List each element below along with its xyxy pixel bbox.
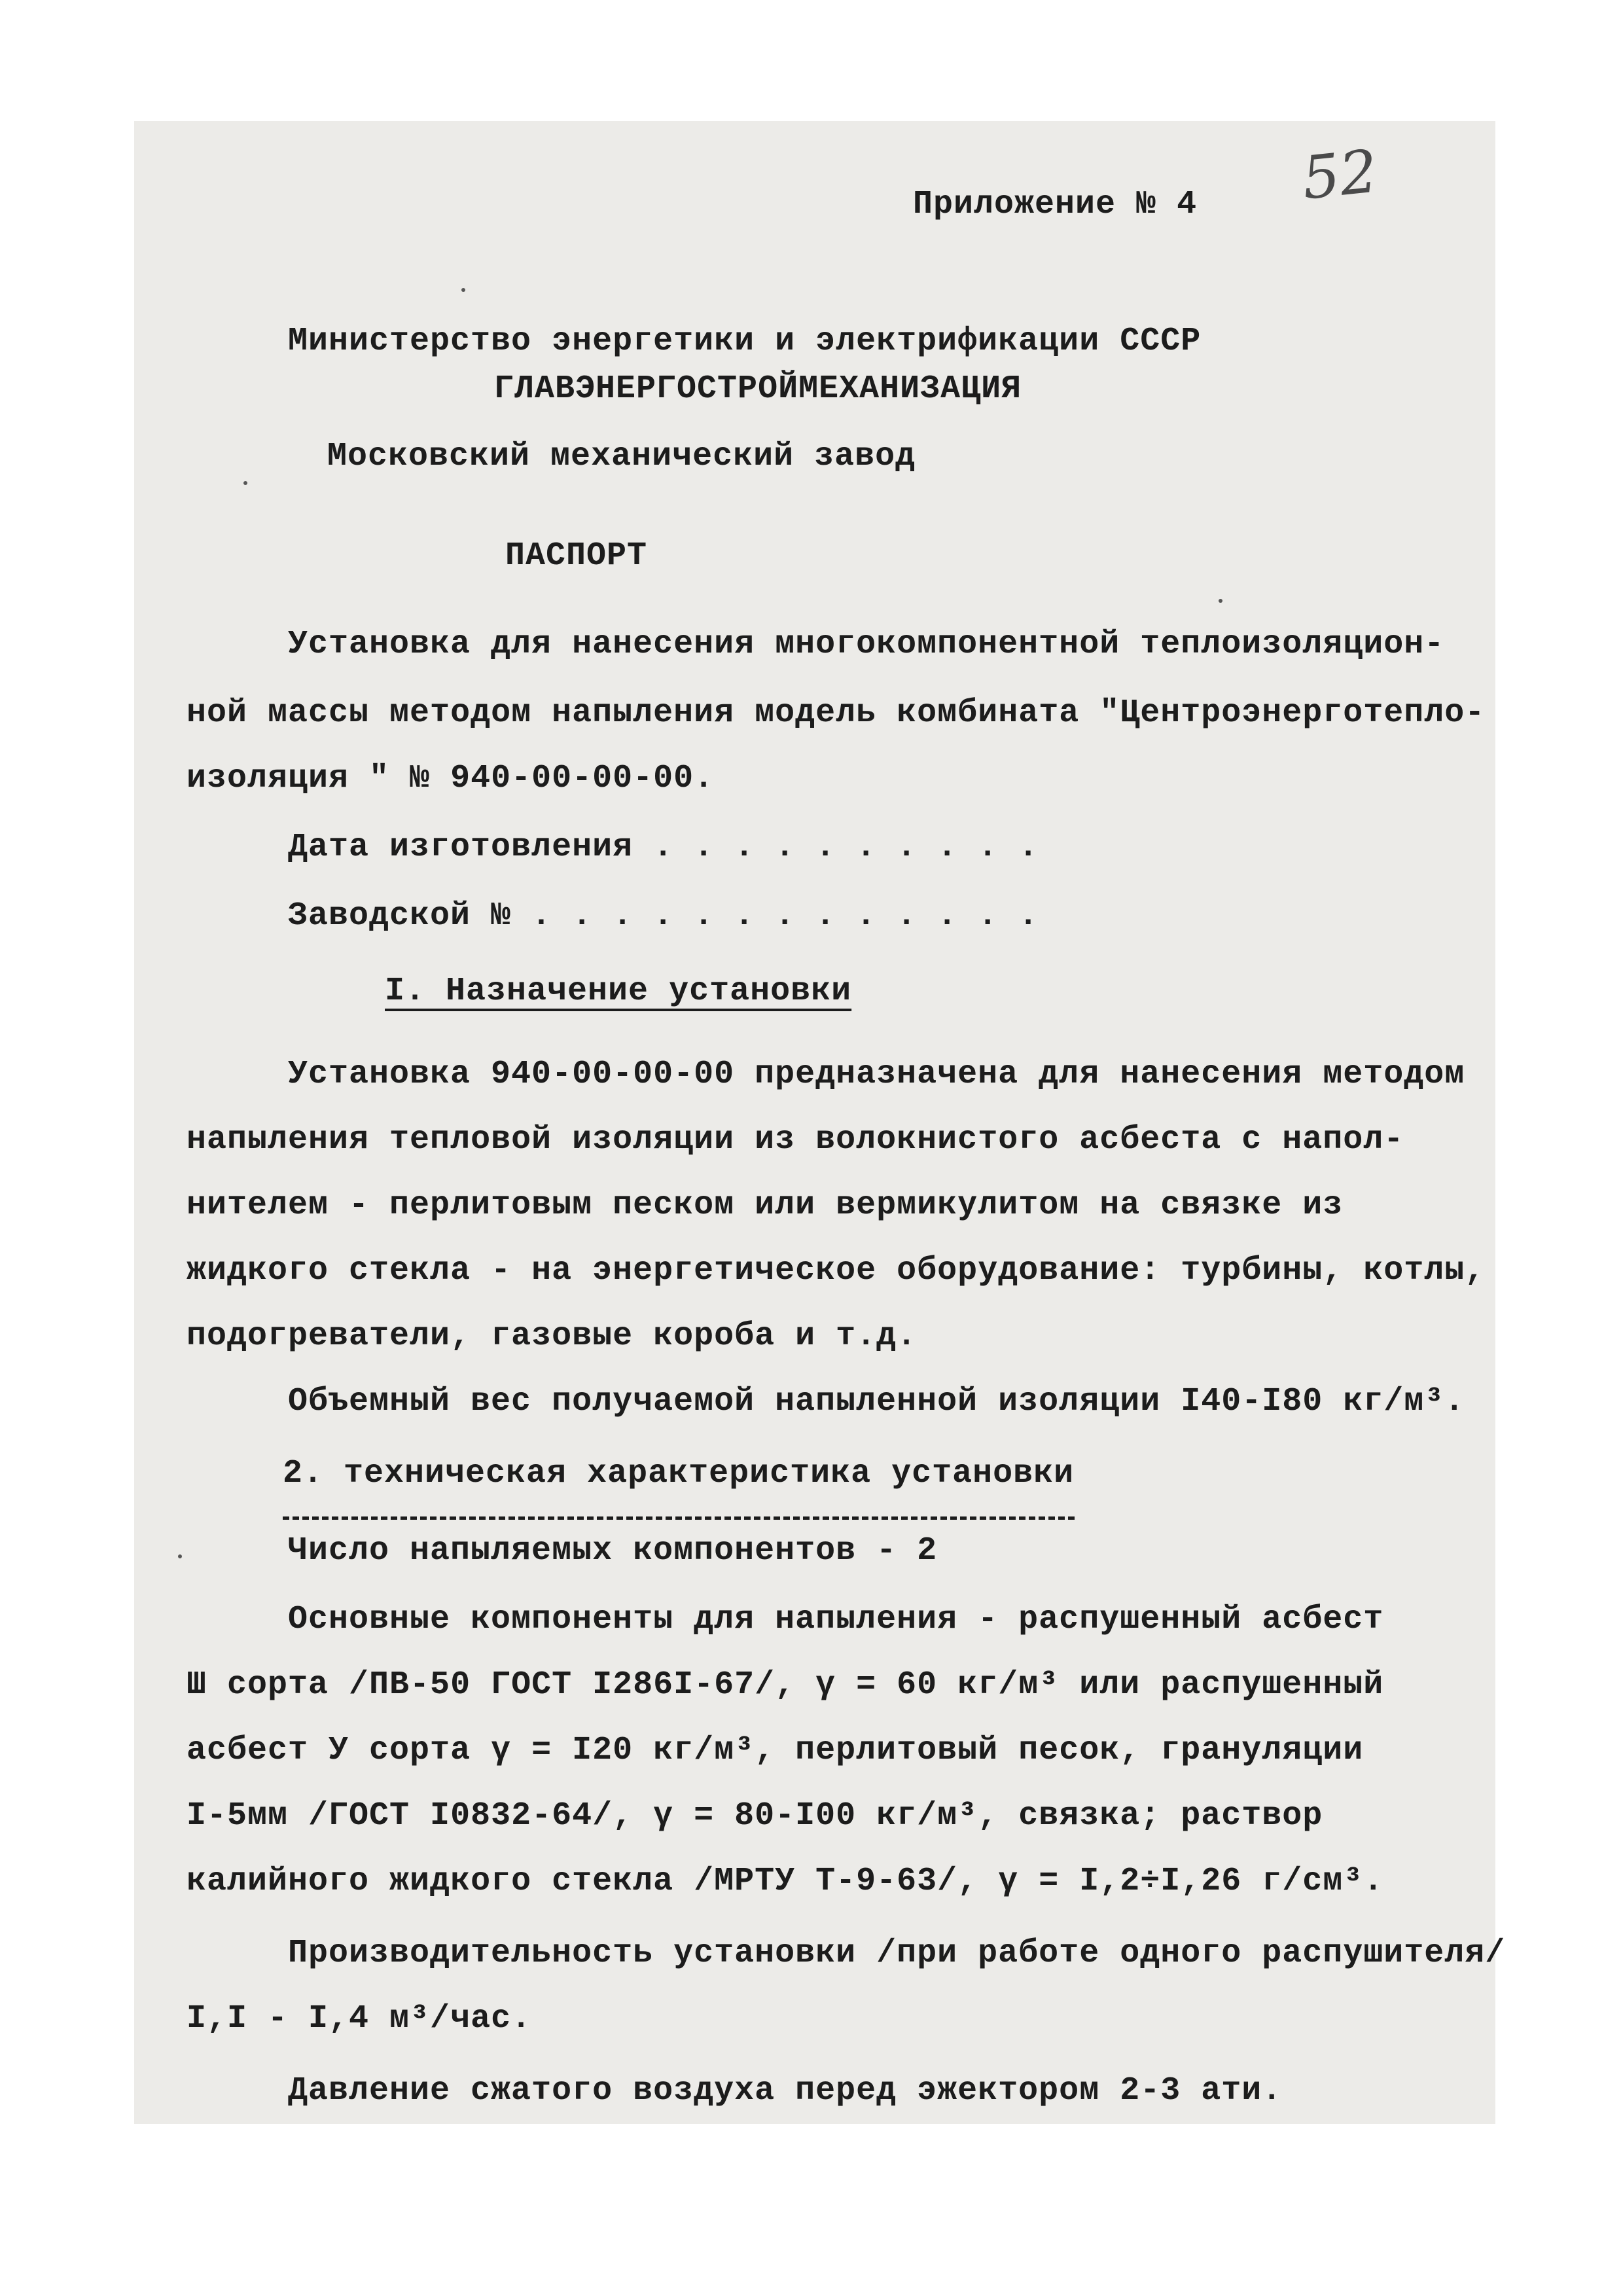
purpose-line-1: Установка 940-00-00-00 предназначена для нанесения методом [288,1056,1465,1093]
air-pressure-line: Давление сжатого воздуха перед эжектором 2-3 ати. [288,2072,1283,2109]
section-2-heading: 2. техническая характеристика установки [283,1455,1075,1492]
section-2-underline [283,1516,1075,1520]
plant-line: Московский механический завод [327,438,916,475]
device-line-1: Установка для нанесения многокомпонентной теплоизоляцион- [288,626,1445,663]
components-count-line: Число напыляемых компонентов - 2 [288,1532,938,1570]
manufacture-date-field: Дата изготовления . . . . . . . . . . [288,829,1039,866]
base-components-line-4: I-5мм /ГОСТ I0832-64/, γ = 80-I00 кг/м³, связка; раствор [187,1797,1323,1835]
volume-weight-line: Объемный вес получаемой напыленной изоляции I40-I80 кг/м³. [288,1383,1465,1420]
scan-speck [1219,599,1222,603]
appendix-label: Приложение № 4 [913,186,1198,223]
section-1-heading: I. Назначение установки [385,973,852,1010]
device-line-2: ной массы методом напыления модель комбината "Центроэнерготепло- [187,694,1486,732]
base-components-line-5: калийного жидкого стекла /МРТУ Т-9-63/, γ = I,2÷I,26 г/см³. [187,1863,1384,1900]
performance-line-2: I,I - I,4 м³/час. [187,2000,532,2037]
purpose-line-5: подогреватели, газовые короба и т.д. [187,1318,918,1355]
performance-line-1: Производительность установки /при работе одного распушителя/ [288,1935,1506,1972]
ministry-line: Министерство энергетики и электрификации СССР [288,323,1202,360]
scan-speck [178,1554,182,1558]
handwritten-page-number: 52 [1298,137,1381,213]
scan-speck [461,288,465,292]
department-line: ГЛАВЭНЕРГОСТРОЙМЕХАНИЗАЦИЯ [494,370,1022,408]
serial-number-field: Заводской № . . . . . . . . . . . . . [288,897,1039,935]
purpose-line-4: жидкого стекла - на энергетическое оборудование: турбины, котлы, [187,1252,1486,1289]
base-components-line-1: Основные компоненты для напыления - распушенный асбест [288,1601,1384,1638]
scan-speck [243,481,247,485]
device-line-3: изоляция " № 940-00-00-00. [187,760,715,797]
base-components-line-2: Ш сорта /ПВ-50 ГОСТ I286I-67/, γ = 60 кг/м³ или распушенный [187,1666,1384,1704]
base-components-line-3: асбест У сорта γ = I20 кг/м³, перлитовый песок, грануляции [187,1732,1364,1769]
document-title: ПАСПОРТ [505,537,648,575]
purpose-line-2: напыления тепловой изоляции из волокнистого асбеста с напол- [187,1121,1404,1158]
purpose-line-3: нителем - перлитовым песком или вермикулитом на связке из [187,1187,1344,1224]
